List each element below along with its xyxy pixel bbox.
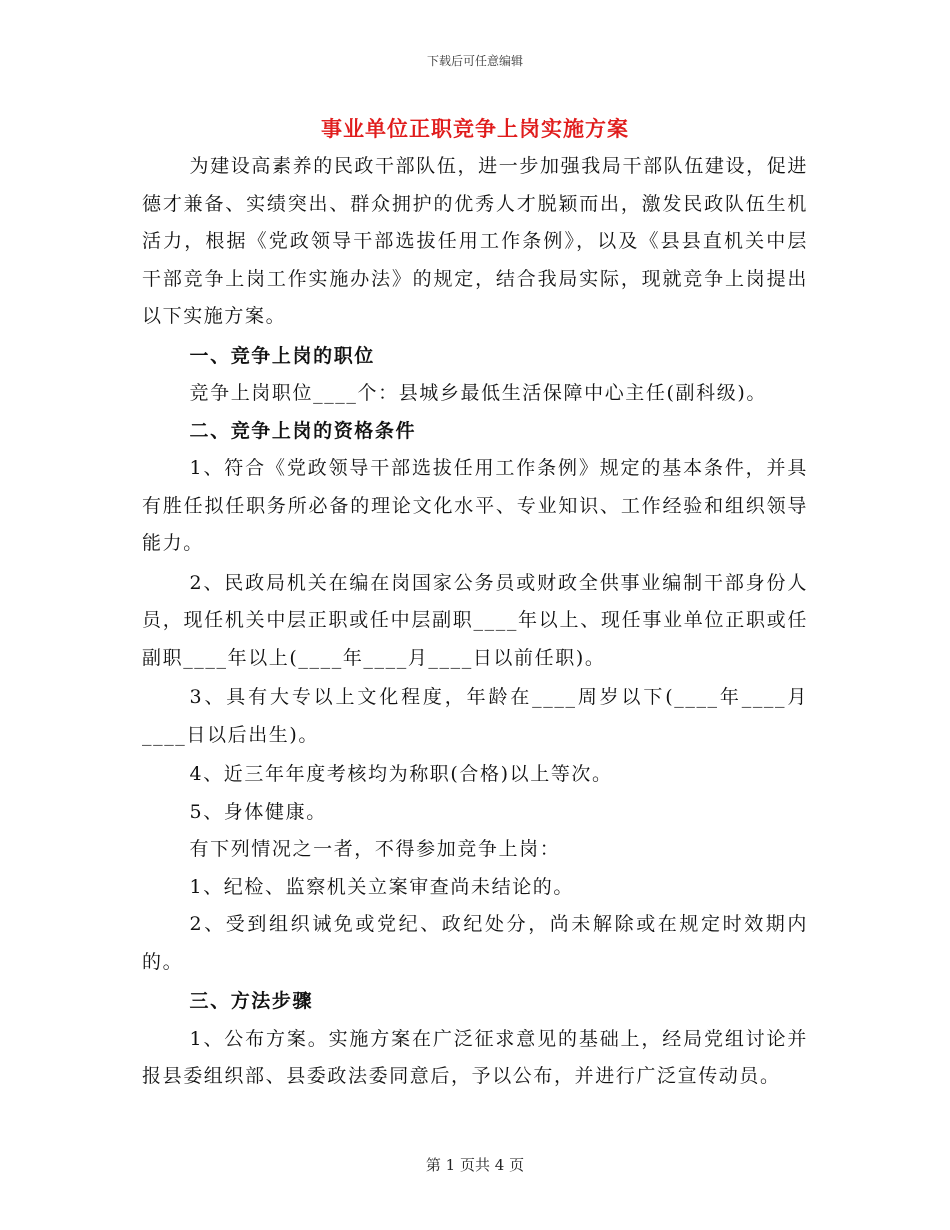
exclusion-item-2: 2、受到组织诫免或党纪、政纪处分，尚未解除或在规定时效期内的。: [142, 913, 808, 973]
section-heading-qualifications: 二、竞争上岗的资格条件: [189, 419, 417, 442]
page-header-note: 下载后可任意编辑: [426, 54, 523, 68]
qualification-item-3: 3、具有大专以上文化程度，年龄在____周岁以下(____年____月____日以后出生)。: [142, 686, 808, 746]
exclusion-item-1: 1、纪检、监察机关立案审查尚未结论的。: [189, 875, 574, 898]
document-body: [142, 148, 808, 1096]
qualification-item-5: 5、身体健康。: [189, 800, 327, 823]
page-number-footer: 第 1 页共 4 页: [425, 1156, 525, 1174]
step-item-1: 1、公布方案。实施方案在广泛征求意见的基础上，经局党组讨论并报县委组织部、县委政法委同意后，予以公布，并进行广泛宣传动员。: [142, 1027, 808, 1087]
qualification-item-4: 4、近三年年度考核均为称职(合格)以上等次。: [189, 763, 613, 785]
exclusion-intro: 有下列情况之一者，不得参加竞争上岗：: [189, 838, 561, 860]
intro-paragraph: 为建设高素养的民政干部队伍，进一步加强我局干部队伍建设，促进德才兼备、实绩突出、群众拥护的优秀人才脱颖而出，激发民政队伍生机活力，根据《党政领导干部选拔任用工作条例》，以及《县县直机关中层干部竞争上岗工作实施办法》的规定，结合我局实际，现就竞争上岗提出以下实施方案。: [142, 155, 808, 327]
positions-paragraph: 竞争上岗职位____个：县城乡最低生活保障中心主任(副科级)。: [189, 382, 767, 404]
qualification-item-2: 2、民政局机关在编在岗国家公务员或财政全供事业编制干部身份人员，现任机关中层正职或任中层副职____年以上、现任事业单位正职或任副职____年以上(____年____月____日以前任职)。: [142, 571, 808, 669]
section-heading-steps: 三、方法步骤: [189, 990, 314, 1012]
section-heading-positions: 一、竞争上岗的职位: [189, 344, 375, 367]
qualification-item-1: 1、符合《党政领导干部选拔任用工作条例》规定的基本条件，并具有胜任拟任职务所必备的理论文化水平、专业知识、工作经验和组织领导能力。: [142, 457, 808, 554]
document-title: 事业单位正职竞争上岗实施方案: [321, 116, 629, 141]
